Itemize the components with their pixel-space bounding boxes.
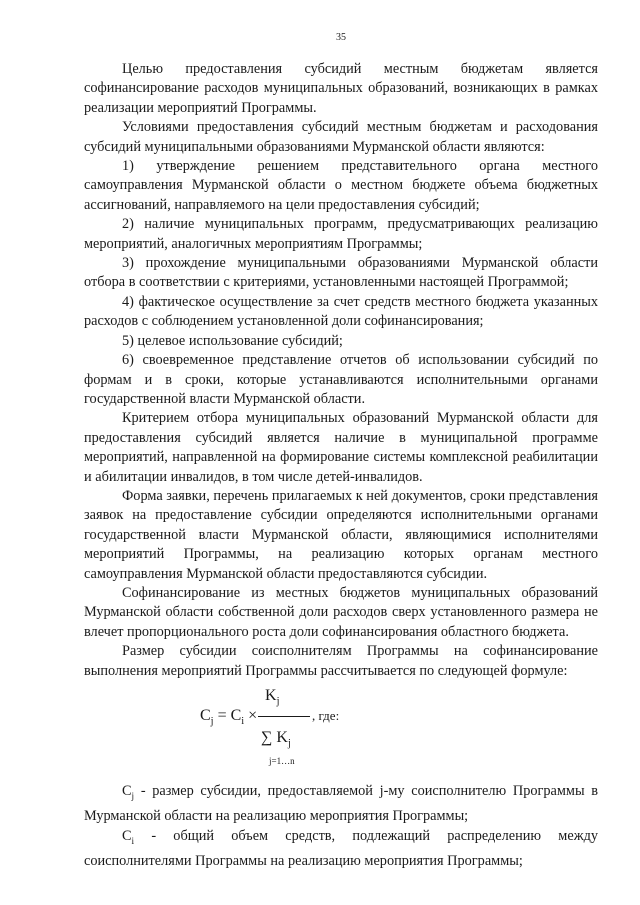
formula-sum-range: j=1…n: [269, 756, 295, 766]
formula-numerator: $K_j$: [265, 687, 280, 708]
paragraph: 2) наличие муниципальных программ, предусматривающих реализацию мероприятий, аналогичных мероприятиям Программы;: [84, 216, 598, 252]
subsidy-formula: [200, 686, 440, 766]
body-text-top: [84, 60, 598, 681]
paragraph: Размер субсидии соисполнителям Программы на софинансирование выполнения мероприятий Программы рассчитывается по следующей формуле:: [84, 643, 598, 679]
paragraph: Условиями предоставления субсидий местным бюджетам и расходования субсидий муниципальными образованиями Мурманской области являются:: [84, 119, 598, 155]
paragraph: Целью предоставления субсидий местным бюджетам является софинансирование расходов муниципальных образований, возникающих в рамках реализации мероприятий Программы.: [84, 61, 598, 116]
formula-tail: , где:: [312, 708, 340, 723]
definition-paragraph: $C_j$ - размер субсидии, предоставляемой j-му соисполнителю Программы в Мурманской области на реализацию мероприятия Программы;: [84, 783, 598, 825]
paragraph: 1) утверждение решением представительного органа местного самоуправления Мурманской области о местном бюджете объема бюджетных ассигнований, направляемого на цели предоставления субсидий;: [84, 158, 598, 213]
paragraph: 4) фактическое осуществление за счет средств местного бюджета указанных расходов с соблюдением установленной доли софинансирования;: [84, 293, 598, 330]
paragraph: 6) своевременное представление отчетов об использовании субсидий по формам и в сроки, которые устанавливаются исполнительными органами государственной власти Мурманской области.: [84, 352, 598, 407]
formula-denominator: ∑ $K_j$: [261, 729, 291, 750]
definition-paragraph: $C_i$ - общий объем средств, подлежащий распределению между соисполнителями Программы на реализацию мероприятия Программы;: [84, 827, 598, 869]
formula-lhs: $C_j = C_i$ ×: [200, 707, 258, 728]
body-text-bottom: [84, 782, 598, 871]
page-number: 35: [336, 32, 346, 43]
paragraph: 5) целевое использование субсидий;: [122, 332, 343, 349]
paragraph: Критерием отбора муниципальных образований Мурманской области для предоставления субсидий является наличие в муниципальной программе мероприятий, направленной на формирование системы комплексной реабилитации и абилитации инвалидов, в том числе детей-инвалидов.: [84, 410, 598, 485]
paragraph: 3) прохождение муниципальными образованиями Мурманской области отбора в соответствии с критериями, установленными настоящей Программой;: [84, 255, 598, 291]
paragraph: Форма заявки, перечень прилагаемых к ней документов, сроки представления заявок на предоставление субсидии определяются исполнительными органами государственной власти Мурманской области, являющимися исполнителями мероприятий Программы, на реализацию которых органам местного самоуправления Мурманской области предоставляются субсидии.: [84, 487, 598, 582]
fraction-bar: [258, 716, 310, 717]
paragraph: Софинансирование из местных бюджетов муниципальных образований Мурманской области собственной доли расходов сверх установленного размера не влечет пропорционального роста доли софинансирования областного бюджета.: [84, 584, 598, 640]
